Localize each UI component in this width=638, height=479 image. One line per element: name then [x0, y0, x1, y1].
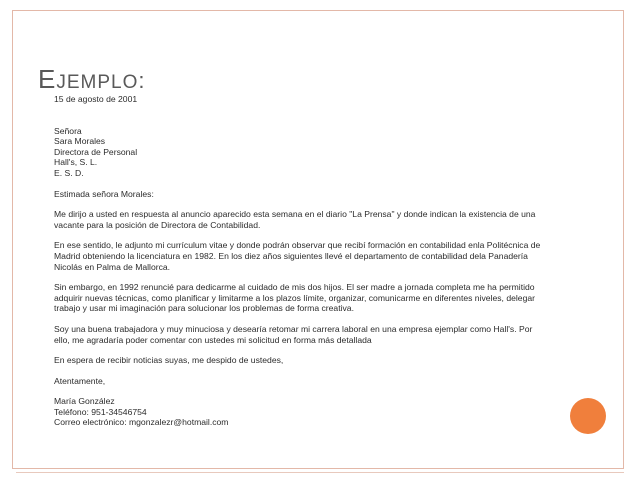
- recipient-line: Directora de Personal: [54, 146, 138, 157]
- letter-example: [54, 94, 564, 428]
- paragraph-line: En ese sentido, le adjunto mi currículum vitae y donde podrán observar que recibí formación en contabilidad enla Politécnica de: [54, 240, 541, 251]
- slide-frame-shadow: [16, 472, 624, 473]
- letter-greeting: Estimada señora Morales:: [54, 188, 154, 199]
- letter-date: 15 de agosto de 2001: [54, 94, 138, 104]
- paragraph-line: Sin embargo, en 1992 renuncié para dedicarme al cuidado de mis dos hijos. El ser madre a jornada completa me ha permitido: [54, 282, 535, 293]
- accent-circle-icon: [570, 398, 606, 434]
- paragraph-line: trabajo y usar mi imaginación para solucionar los problemas de forma creativa.: [54, 303, 354, 314]
- title-rest: JEMPLO: [56, 72, 139, 93]
- paragraph-line: Nicolás en Palma de Mallorca.: [54, 261, 171, 272]
- recipient-line: Sara Morales: [54, 136, 106, 147]
- paragraph-line: adquirir nuevas técnicas, como planificar y limitarme a los plazos límite, organizar, comunicarme en diferentes niveles, delegar: [54, 292, 535, 303]
- paragraph-line: Soy una buena trabajadora y muy minuciosa y desearía retomar mi carrera laboral en una empresa ejemplar como Hall's. Por: [54, 323, 533, 334]
- letter-closing: Atentamente,: [54, 375, 106, 386]
- paragraph-line: Me dirijo a usted en respuesta al anuncio aparecido esta semana en el diario "La Prensa" y donde indican la existencia de una: [54, 209, 536, 220]
- paragraph-line: ello, me agradaría poder comentar con ustedes mi solicitud en forma más detallada: [54, 334, 372, 345]
- paragraph-line: vacante para la posición de Directora de Contabilidad.: [54, 219, 261, 230]
- title-colon: :: [138, 68, 146, 93]
- title-initial: E: [38, 64, 57, 94]
- signature-phone: Teléfono: 951-34546754: [54, 406, 147, 417]
- paragraph-line: En espera de recibir noticias suyas, me despido de ustedes,: [54, 355, 284, 366]
- recipient-line: Hall's, S. L.: [54, 157, 98, 168]
- paragraph-line: Madrid obteniendo la licenciatura en 1982. En los diez años siguientes llevé el departamento de contabilidad dela Panadería: [54, 250, 528, 261]
- signature-name: María González: [54, 396, 115, 407]
- recipient-line: Señora: [54, 125, 82, 136]
- signature-email: Correo electrónico: mgonzalezr@hotmail.com: [54, 417, 229, 428]
- slide-title: [38, 64, 146, 95]
- recipient-line: E. S. D.: [54, 167, 84, 178]
